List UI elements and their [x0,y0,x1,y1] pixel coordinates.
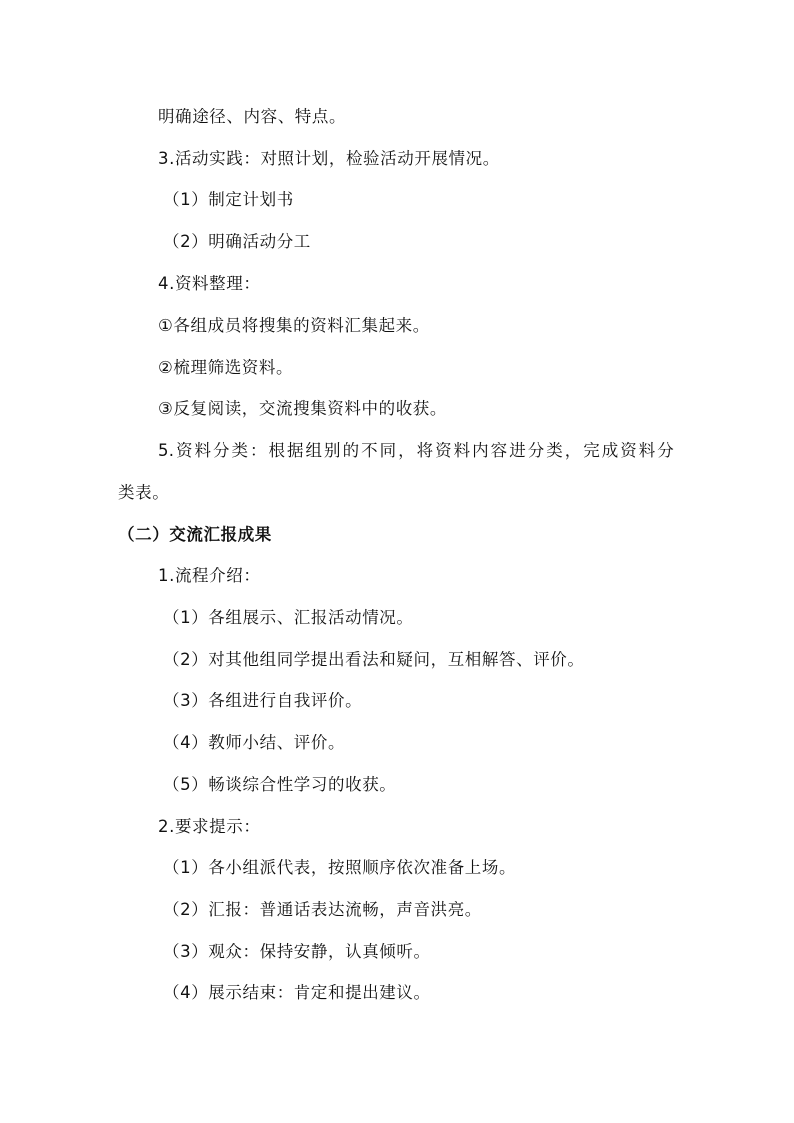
step-5-material-classification: 5.资料分类：根据组别的不同，将资料内容进分类，完成资料分 [158,441,674,460]
sub-item-make-plan: （1）制定计划书 [163,190,294,209]
sub-item-feedback: （4）展示结束：肯定和提出建议。 [163,983,431,1002]
step-5-continuation: 类表。 [118,483,170,502]
sub-item-teacher-summary: （4）教师小结、评价。 [163,733,346,752]
step-3-activity-practice: 3.活动实践：对照计划，检验活动开展情况。 [158,149,500,168]
sub-item-assign-roles: （2）明确活动分工 [163,232,311,251]
sub-item-group-show: （1）各组展示、汇报活动情况。 [163,608,414,627]
step-4-material-organizing: 4.资料整理： [158,274,261,293]
sub-item-representatives: （1）各小组派代表，按照顺序依次准备上场。 [163,858,517,877]
section-heading-report: （二）交流汇报成果 [118,525,272,544]
sub-item-self-evaluation: （3）各组进行自我评价。 [163,691,363,710]
list-item-collect: ①各组成员将搜集的资料汇集起来。 [158,316,430,335]
step-1-process-intro: 1.流程介绍： [158,566,261,585]
step-2-requirements: 2.要求提示： [158,817,261,836]
sub-item-audience: （3）观众：保持安静，认真倾听。 [163,942,431,961]
text-line-goal: 明确途径、内容、特点。 [158,107,347,126]
sub-item-report-quality: （2）汇报：普通话表达流畅，声音洪亮。 [163,900,482,919]
list-item-read: ③反复阅读，交流搜集资料中的收获。 [158,399,447,418]
list-item-filter: ②梳理筛选资料。 [158,358,294,377]
sub-item-harvest: （5）畅谈综合性学习的收获。 [163,775,397,794]
sub-item-questions: （2）对其他组同学提出看法和疑问，互相解答、评价。 [163,650,585,669]
